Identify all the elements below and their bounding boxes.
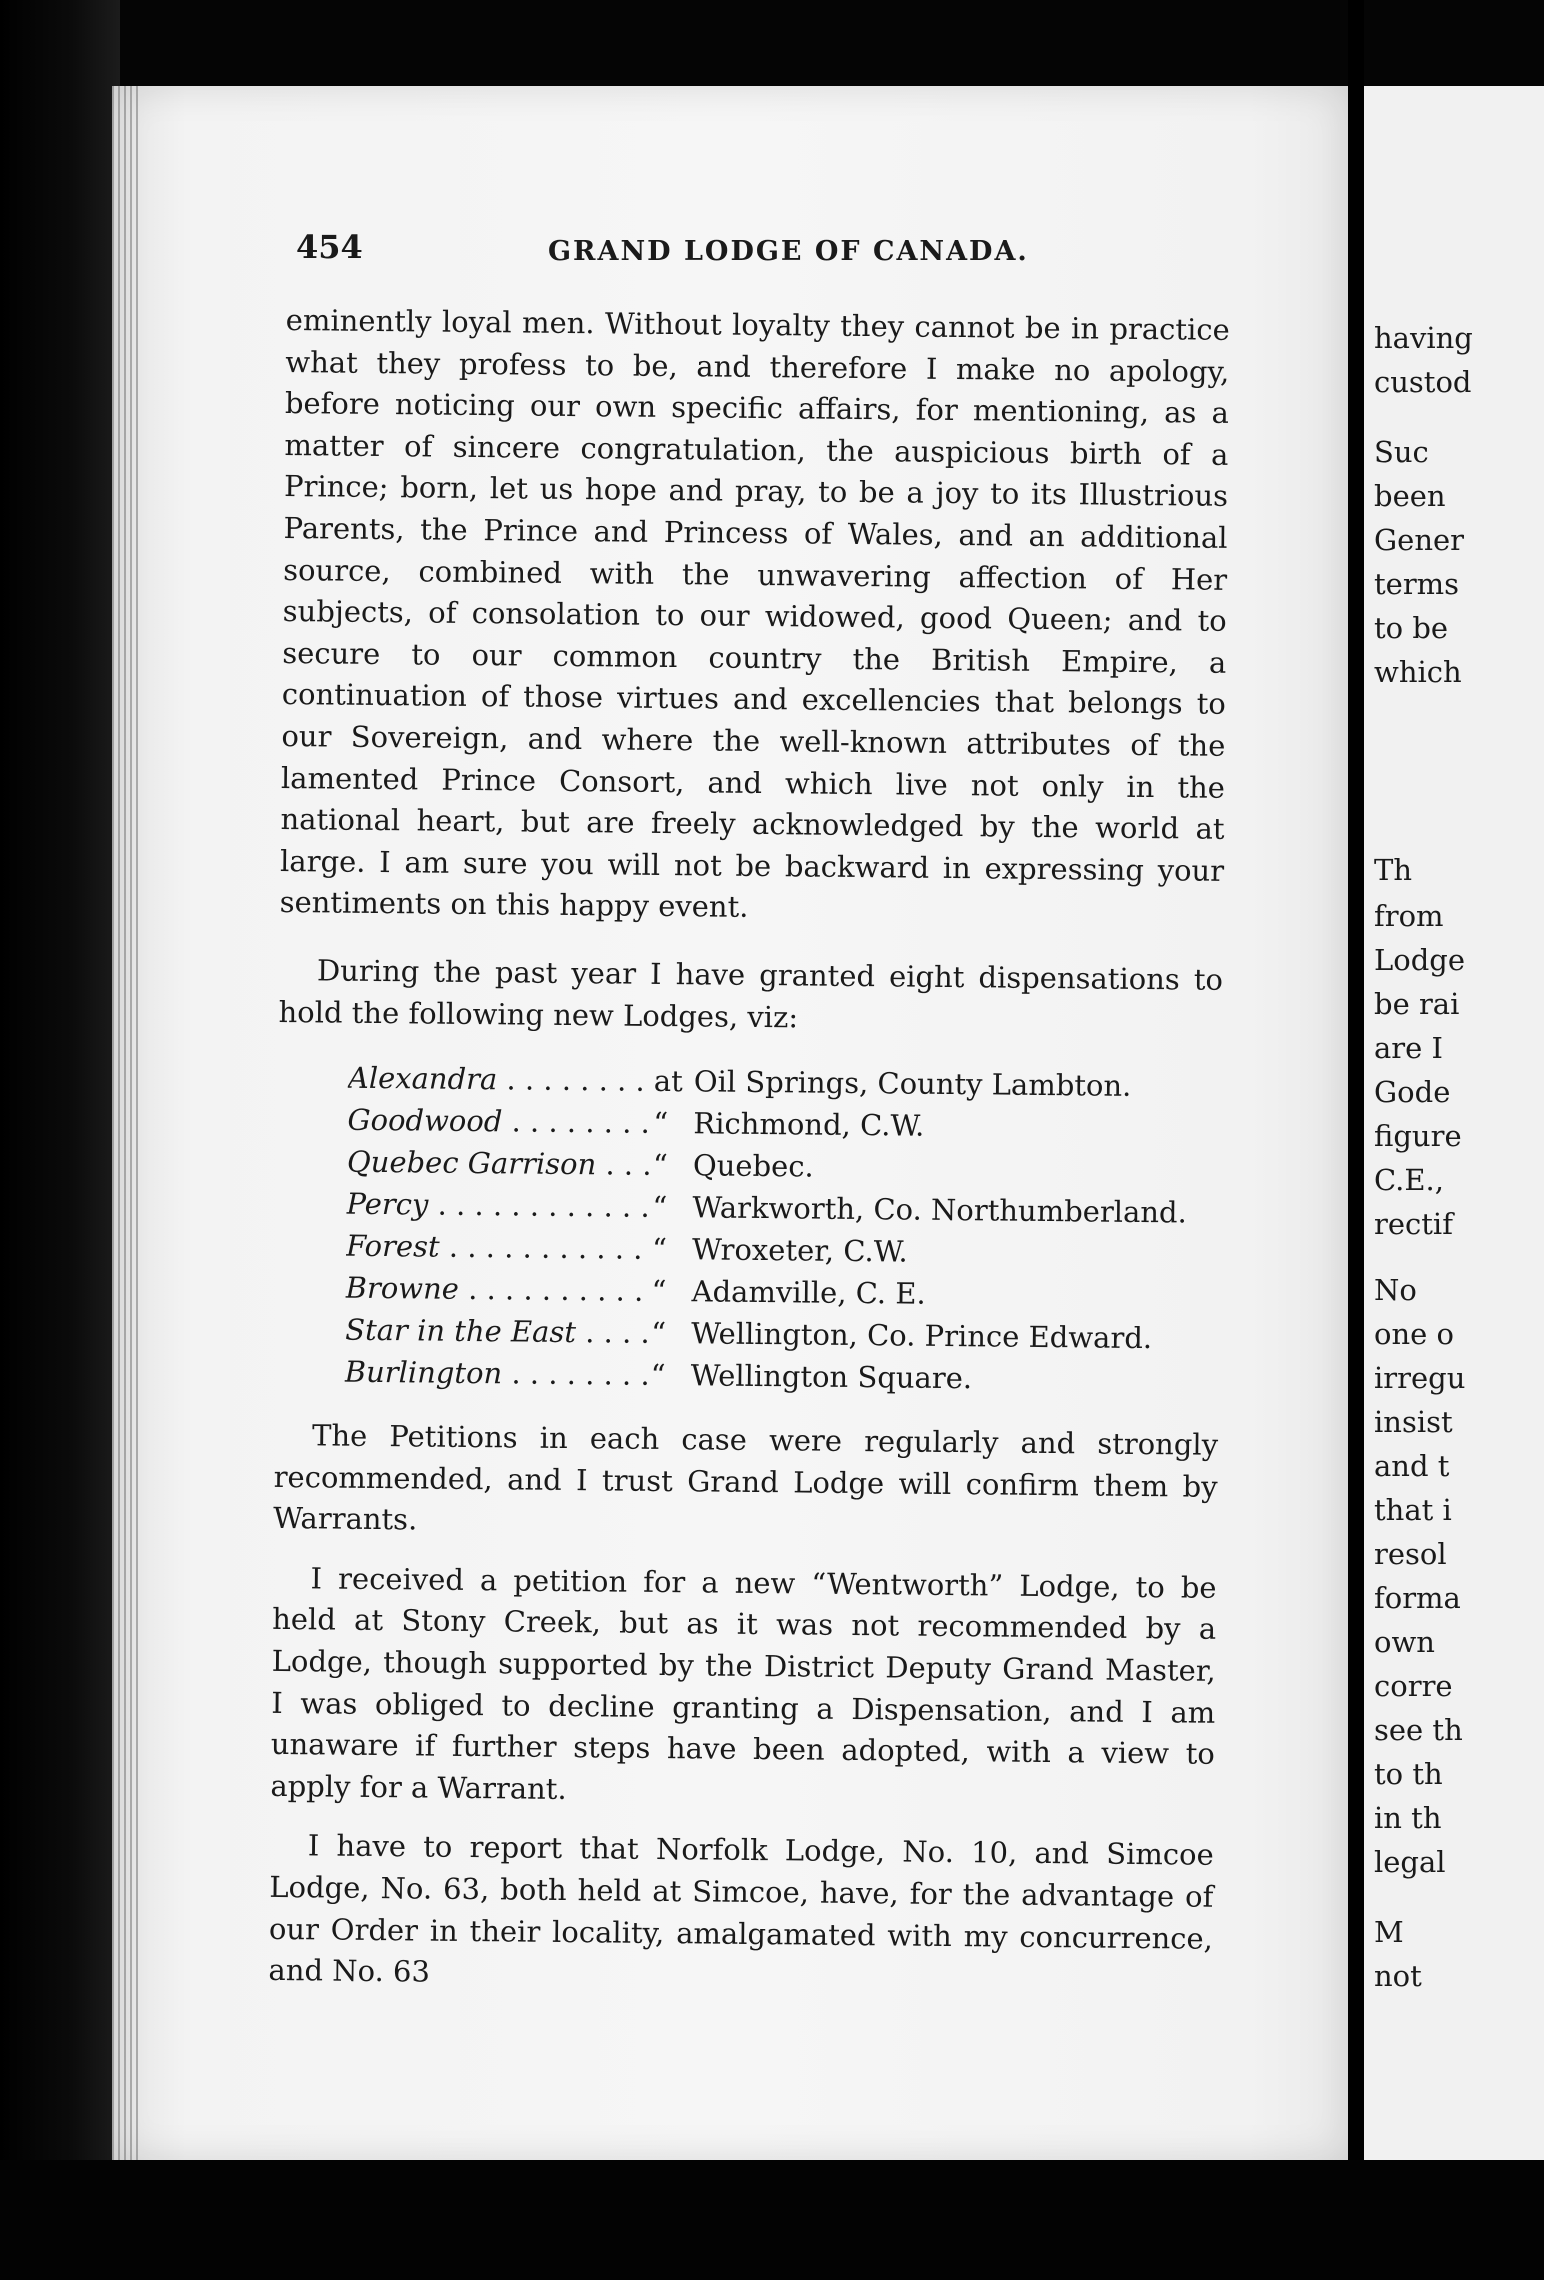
facing-fragment: own xyxy=(1374,1625,1435,1659)
paragraph-petitions: The Petitions in each case were regularly and strongly recommended, and I trust Grand Lodge will confirm them by Warrants. xyxy=(273,1418,1219,1537)
facing-fragment: having xyxy=(1374,321,1473,355)
lodge-name: Goodwood . . . xyxy=(347,1100,653,1145)
facing-fragment: one o xyxy=(1374,1317,1454,1351)
lodge-place: Oil Springs, County Lambton. xyxy=(693,1064,1132,1103)
facing-fragment: see th xyxy=(1374,1713,1463,1747)
lodge-separator: “ xyxy=(651,1315,667,1351)
facing-fragment: corre xyxy=(1374,1669,1453,1703)
lodge-place: Richmond, C.W. xyxy=(693,1106,925,1143)
facing-fragment: insist xyxy=(1374,1405,1453,1439)
lodge-name: Burlington . . . xyxy=(345,1352,651,1397)
facing-fragment: forma xyxy=(1374,1581,1461,1615)
lodge-separator: “ xyxy=(651,1273,667,1309)
lodge-place: Warkworth, Co. Northumberland. xyxy=(692,1190,1187,1230)
facing-fragment: which xyxy=(1374,655,1462,689)
running-head: GRAND LODGE OF CANADA. xyxy=(548,236,1029,267)
book-gutter xyxy=(1348,0,1364,2280)
lodge-name: Star in the East . . . xyxy=(345,1310,651,1355)
paragraph-dispensations: During the past year I have granted eight dispensations to hold the following new Lodges, viz: xyxy=(278,953,1224,1034)
facing-fragment: not xyxy=(1374,1959,1422,1993)
lodge-place: Wroxeter, C.W. xyxy=(691,1232,908,1269)
body-text xyxy=(268,300,1230,2002)
lodge-list xyxy=(345,1058,1222,1403)
lodge-name: Quebec Garrison . . . xyxy=(347,1142,653,1187)
facing-fragment: rectif xyxy=(1374,1207,1453,1241)
facing-fragment: to th xyxy=(1374,1757,1443,1791)
facing-fragment: Gener xyxy=(1374,523,1465,557)
facing-fragment: M xyxy=(1374,1915,1404,1949)
lodge-place: Wellington, Co. Prince Edward. xyxy=(691,1316,1153,1356)
facing-fragment: figure xyxy=(1374,1119,1462,1153)
facing-fragment: legal xyxy=(1374,1845,1446,1879)
lodge-separator: “ xyxy=(652,1189,668,1225)
paragraph-loyalty: eminently loyal men. Without loyalty they cannot be in practice what they profess to be, and therefore I make no apology, before noticing our own specific affairs, for mentioning, as a matter of sincere congratulation, the auspicious birth of a Prince; born, let us hope and pray, to be a joy to its Illustrious Parents, the Prince and Princess of Wales, and an additional source, combined with the unwavering affection of Her subjects, of consolation to our widowed, good Queen; and to secure to our common country the British Empire, a continuation of those virtues and excellencies that belongs to our Sovereign, and where the well-known attributes of the lamented Prince Consort, and which live not only in the national heart, but are freely acknowledged by the world at large. I am sure you will not be backward in expressing your sentiments on this happy event. xyxy=(279,302,1230,925)
paragraph-wentworth: I received a petition for a new “Wentworth” Lodge, to be held at Stony Creek, but as it was not recommended by a Lodge, though supported by the District Deputy Grand Master, I was obliged to decline granting a Dispensation, and I am unaware if further steps have been adopted, with a view to apply for a Warrant. xyxy=(270,1561,1217,1806)
paragraph-norfolk-simcoe: I have to report that Norfolk Lodge, No. 10, and Simcoe Lodge, No. 63, both held at Simcoe, have, for the advantage of our Order in their locality, amalgamated with my concurrence, and No. 63 xyxy=(268,1828,1214,1989)
lodge-place: Quebec. xyxy=(692,1148,814,1184)
facing-fragment: resol xyxy=(1374,1537,1447,1571)
lodge-separator: “ xyxy=(651,1231,668,1267)
facing-fragment: Suc xyxy=(1374,435,1429,469)
lodge-row xyxy=(345,1352,1219,1403)
facing-fragment: be rai xyxy=(1374,987,1460,1021)
facing-fragment: that i xyxy=(1374,1493,1452,1527)
lodge-name: Browne . . . xyxy=(345,1268,651,1313)
page-edge-stack xyxy=(112,86,138,2160)
lodge-name: Forest . . . xyxy=(346,1226,652,1271)
lodge-separator: “ xyxy=(650,1357,666,1393)
facing-fragment: C.E., xyxy=(1374,1163,1444,1197)
facing-fragment: and t xyxy=(1374,1449,1450,1483)
facing-fragment: irregu xyxy=(1374,1361,1466,1395)
facing-fragment: terms xyxy=(1374,567,1460,601)
facing-fragment: in th xyxy=(1374,1801,1442,1835)
facing-fragment: to be xyxy=(1374,611,1449,645)
scan-bottom-border xyxy=(0,2160,1544,2280)
lodge-place: Wellington Square. xyxy=(690,1358,973,1396)
facing-fragment: Th xyxy=(1374,853,1413,887)
lodge-separator: “ xyxy=(653,1105,669,1141)
lodge-name: Percy . . . xyxy=(346,1184,652,1229)
facing-fragment: Gode xyxy=(1374,1075,1451,1109)
facing-fragment: Lodge xyxy=(1374,943,1466,977)
lodge-separator: “ xyxy=(652,1147,668,1183)
facing-fragment: No xyxy=(1374,1273,1417,1307)
facing-fragment: are I xyxy=(1374,1031,1443,1065)
lodge-separator: at xyxy=(653,1063,683,1099)
lodge-place: Adamville, C. E. xyxy=(691,1274,926,1311)
facing-fragment: been xyxy=(1374,479,1446,513)
left-binding-shadow xyxy=(0,0,120,2280)
page-header xyxy=(296,228,1256,268)
facing-fragment: from xyxy=(1374,899,1444,933)
lodge-name: Alexandra . . . xyxy=(348,1058,654,1103)
facing-fragment: custod xyxy=(1374,365,1472,399)
page-number: 454 xyxy=(296,228,363,266)
